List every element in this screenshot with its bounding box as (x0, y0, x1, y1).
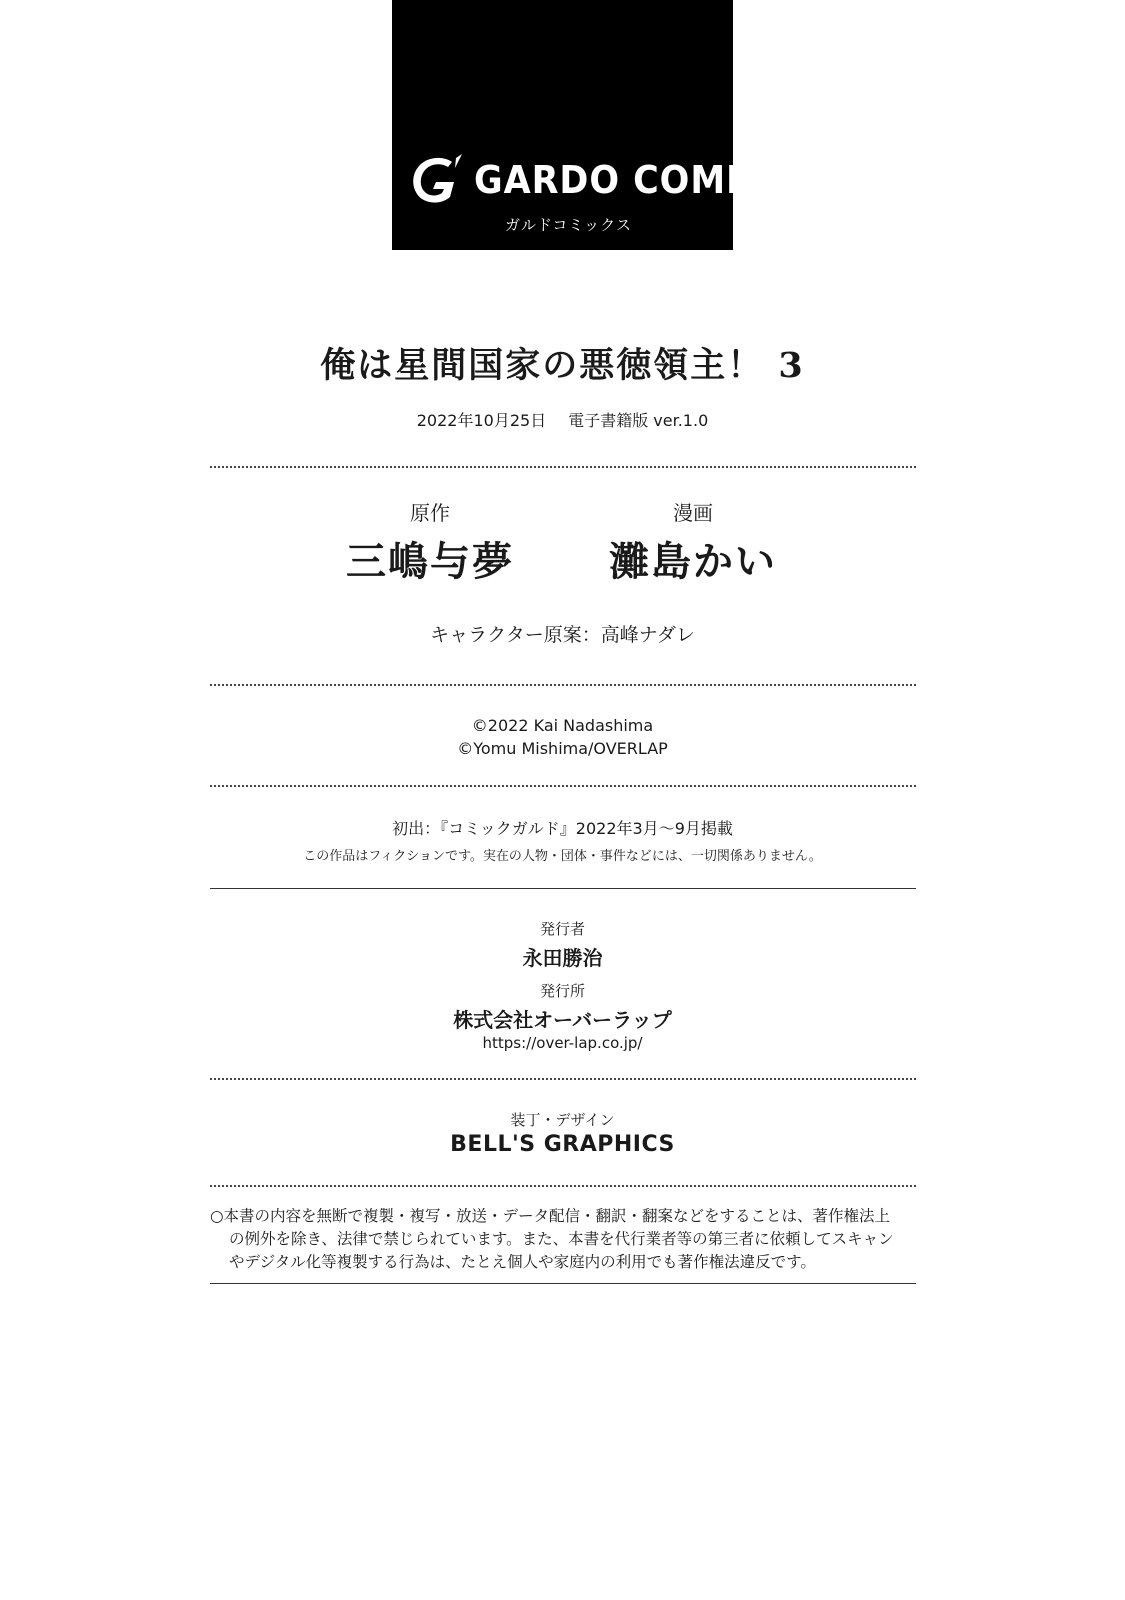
edition-version: 電子書籍版 ver.1.0 (568, 411, 709, 430)
edition-info (0, 408, 1125, 431)
legal-notice (210, 1205, 916, 1274)
copyright-line: ©2022 Kai Nadashima (471, 716, 654, 735)
design-label: 装丁・デザイン (510, 1111, 615, 1129)
legal-notice-line: やデジタル化等複製する行為は、たとえ個人や家庭内の利用でも著作権法違反です。 (229, 1253, 816, 1271)
gardo-g-logo-icon (408, 152, 464, 208)
divider (210, 785, 916, 787)
book-title: 俺は星間国家の悪徳領主！ 3 (320, 345, 805, 386)
fiction-notice: この作品はフィクションです。実在の人物・団体・事件などには、一切関係ありません。 (303, 849, 822, 864)
publisher-name: 永田勝治 (522, 946, 603, 970)
divider (210, 1078, 916, 1080)
first-publication: 初出：『コミックガルド』2022年3月～9月掲載 (392, 819, 733, 838)
original-author-name: 三嶋与夢 (346, 539, 514, 585)
character-design-credit: キャラクター原案：高峰ナダレ (430, 624, 695, 646)
brand-kana: ガルドコミックス (505, 216, 632, 234)
manga-artist-label: 漫画 (673, 501, 713, 525)
legal-notice-line: ○本書の内容を無断で複製・複写・放送・データ配信・翻訳・翻案などをすることは、著作権法上 (210, 1207, 891, 1225)
copyright-line: ©Yomu Mishima/OVERLAP (457, 739, 668, 758)
divider (210, 466, 916, 468)
original-author-label: 原作 (410, 501, 450, 525)
publish-date: 2022年10月25日 (416, 411, 547, 430)
divider (210, 1283, 916, 1284)
legal-notice-line: の例外を除き、法律で禁じられています。また、本書を代行業者等の第三者に依頼してスキャン (229, 1230, 894, 1248)
publisher-label: 発行者 (539, 920, 585, 938)
manga-artist-name: 灘島かい (609, 539, 777, 585)
publisher-logo (392, 0, 794, 250)
divider (210, 1185, 916, 1187)
divider (210, 888, 916, 889)
design-credit: BELL'S GRAPHICS (450, 1132, 675, 1157)
company-name: 株式会社オーバーラップ (453, 1008, 672, 1032)
divider (210, 684, 916, 686)
company-label: 発行所 (539, 982, 585, 1000)
publisher-url[interactable]: https://over-lap.co.jp/ (482, 1034, 643, 1052)
brand-name: GARDO COMICS (474, 158, 794, 202)
